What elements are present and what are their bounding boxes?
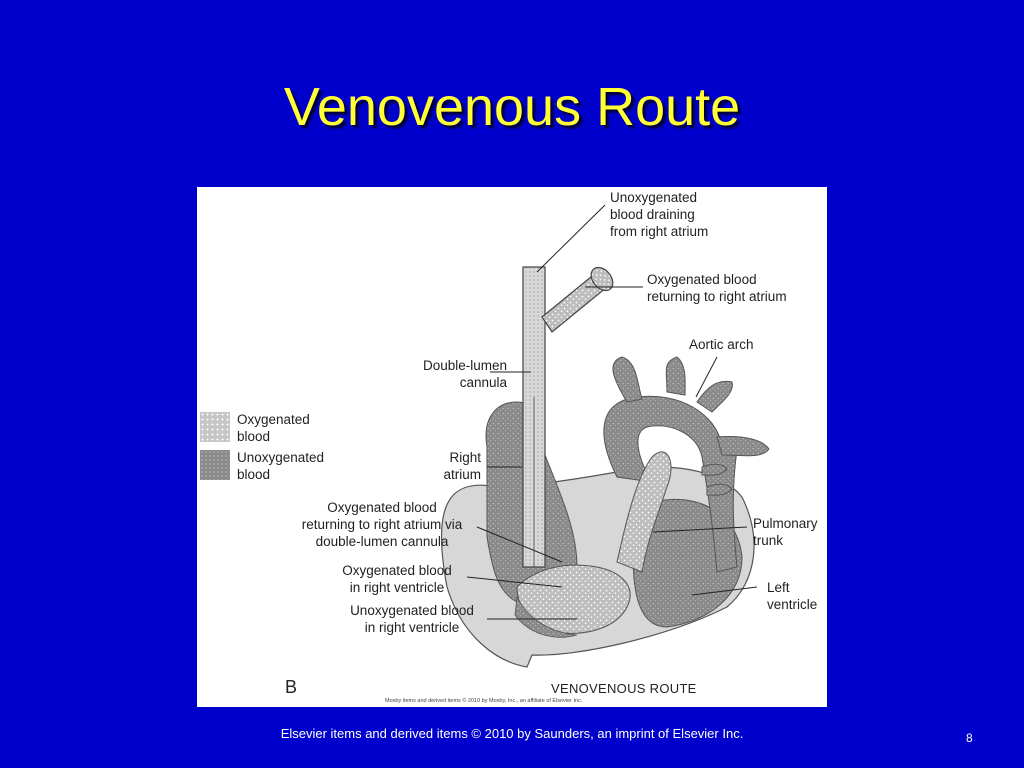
page-number: 8 (966, 731, 973, 745)
heart-illustration (197, 187, 827, 707)
legend-swatch-oxygenated (200, 412, 230, 442)
label-double-lumen-cannula: Double-lumen cannula (422, 358, 507, 390)
label-right-atrium: Right atrium (443, 450, 481, 482)
label-oxygenated-returning: Oxygenated blood returning to right atrium (647, 272, 787, 304)
legend-label-oxygenated: Oxygenated blood (237, 412, 310, 444)
label-unoxygenated-right-ventricle: Unoxygenated blood in right ventricle (350, 603, 474, 635)
aorta-branch-1 (613, 357, 642, 402)
label-aortic-arch: Aortic arch (689, 337, 754, 352)
label-pulmonary-trunk: Pulmonary trunk (753, 516, 818, 548)
pulmonary-branch (717, 437, 769, 456)
label-left-ventricle: Left ventricle (767, 580, 818, 612)
legend-swatch-unoxygenated (200, 450, 230, 480)
label-unoxygenated-draining: Unoxygenated blood draining from right atrium (610, 190, 709, 239)
label-oxygenated-right-ventricle: Oxygenated blood in right ventricle (342, 563, 452, 595)
label-oxygenated-via-cannula: Oxygenated blood returning to right atrium via double-lumen cannula (301, 500, 463, 549)
figure-copyright: Mosby items and derived items © 2010 by Mosby, Inc., an affiliate of Elsevier Inc. (385, 698, 583, 704)
slide-title: Venovenous Route (283, 77, 741, 137)
legend-label-unoxygenated: Unoxygenated blood (237, 450, 325, 482)
panel-letter: B (285, 677, 298, 697)
slide-footer: Elsevier items and derived items © 2010 by Saunders, an imprint of Elsevier Inc. (280, 726, 744, 741)
aorta-branch-2 (666, 357, 685, 395)
heart-diagram-figure (197, 187, 827, 707)
figure-caption: VENOVENOUS ROUTE (551, 681, 697, 696)
